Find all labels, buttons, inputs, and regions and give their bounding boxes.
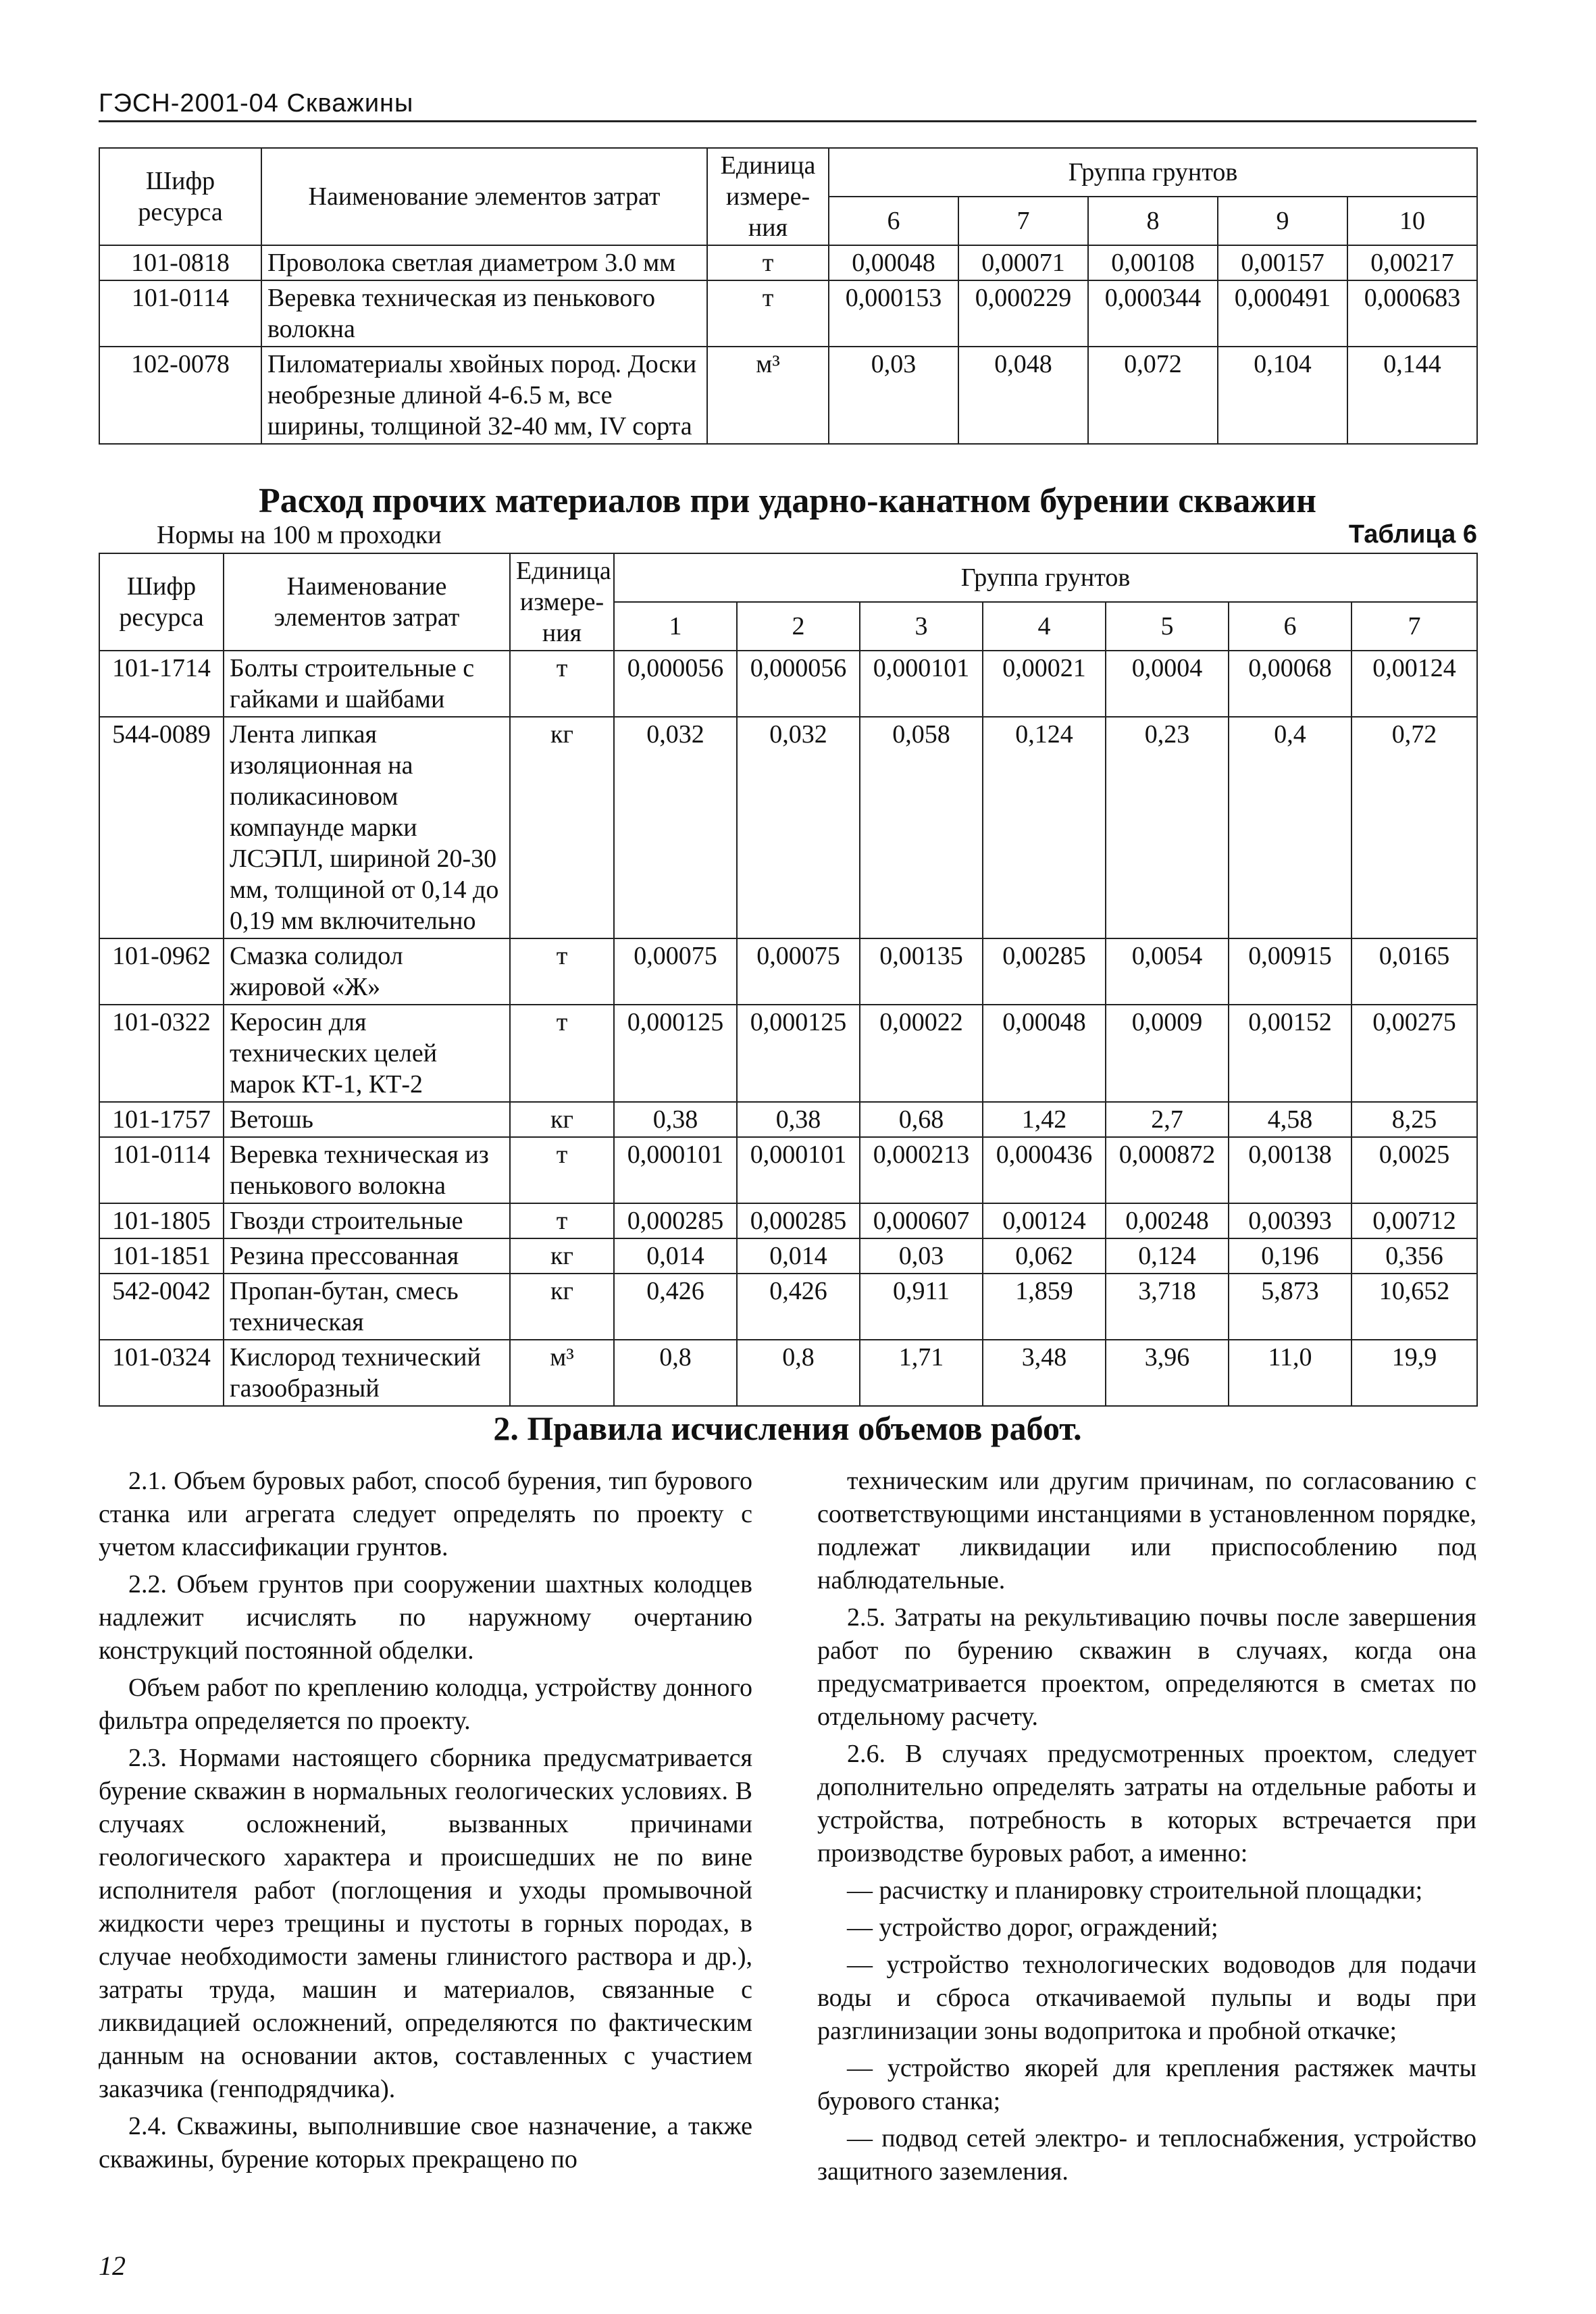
- norm-value: 0,000125: [614, 1005, 737, 1102]
- norm-value: 0,356: [1352, 1238, 1477, 1274]
- element-name: Резина прессованная: [224, 1238, 510, 1274]
- norm-value: 0,00393: [1229, 1203, 1352, 1238]
- rule-paragraph: Объем работ по креплению колодца, устройству донного фильтра определяется по проекту.: [99, 1674, 752, 1735]
- norm-value: 8,25: [1352, 1102, 1477, 1137]
- norm-value: 0,00915: [1229, 938, 1352, 1005]
- norm-value: 0,8: [614, 1340, 737, 1406]
- resource-code: 101-1805: [99, 1203, 224, 1238]
- table-row: [99, 245, 1477, 280]
- group-header-2: 2: [737, 602, 860, 651]
- resource-code: 101-0114: [99, 1137, 224, 1203]
- norm-value: 0,03: [860, 1238, 983, 1274]
- norm-value: 0,00712: [1352, 1203, 1477, 1238]
- norm-value: 0,000607: [860, 1203, 983, 1238]
- element-name: Кислород технический газообразный: [224, 1340, 510, 1406]
- rule-paragraph: 2.5. Затраты на рекультивацию почвы после завершения работ по бурению скважин в случаях, когда она предусматривается проектом, определяются в сметах по отдельному расчету.: [817, 1603, 1476, 1731]
- rules-column-left: [99, 1465, 752, 2180]
- col-header-name: Наименование элементов затрат: [224, 553, 510, 651]
- resource-code: 101-0962: [99, 938, 224, 1005]
- unit: кг: [510, 1102, 614, 1137]
- resource-code: 101-1757: [99, 1102, 224, 1137]
- norm-value: 0,0054: [1106, 938, 1229, 1005]
- norm-value: 0,4: [1229, 717, 1352, 938]
- col-header-group: Группа грунтов: [829, 148, 1477, 197]
- element-name: Смазка солидол жировой «Ж»: [224, 938, 510, 1005]
- table-row: [99, 1137, 1477, 1203]
- table-row: [99, 1238, 1477, 1274]
- group-header-3: 3: [860, 602, 983, 651]
- rule-paragraph: — устройство дорог, ограждений;: [847, 1913, 1218, 1942]
- table-row: [99, 938, 1477, 1005]
- group-header-7: 7: [1352, 602, 1477, 651]
- table-row: [99, 1340, 1477, 1406]
- table-row: [99, 280, 1477, 347]
- norm-value: 0,032: [737, 717, 860, 938]
- norm-value: 1,859: [983, 1274, 1106, 1340]
- norm-value: 0,014: [614, 1238, 737, 1274]
- header-rule: [99, 120, 1476, 122]
- norms-caption: Нормы на 100 м проходки: [157, 521, 442, 549]
- element-name: Керосин для технических целей марок КТ-1, КТ-2: [224, 1005, 510, 1102]
- norm-value: 0,426: [614, 1274, 737, 1340]
- norm-value: 0,124: [1106, 1238, 1229, 1274]
- norm-value: 0,000436: [983, 1137, 1106, 1203]
- table-row: [99, 717, 1477, 938]
- norm-value: 0,000872: [1106, 1137, 1229, 1203]
- col-header-group: Группа грунтов: [614, 553, 1477, 602]
- norm-value: 0,72: [1352, 717, 1477, 938]
- group-header-1: 1: [614, 602, 737, 651]
- norm-value: 0,000491: [1218, 280, 1347, 347]
- norm-value: 1,71: [860, 1340, 983, 1406]
- rule-paragraph: 2.6. В случаях предусмотренных проектом, следует дополнительно определять затраты на отдельные работы и устройства, потребность в которых встречается при производстве буровых работ, а именно:: [817, 1740, 1476, 1867]
- norm-value: 0,00068: [1229, 651, 1352, 717]
- unit: т: [510, 1203, 614, 1238]
- resource-code: 544-0089: [99, 717, 224, 938]
- materials-table-6: [99, 553, 1478, 1407]
- norm-value: 0,00071: [958, 245, 1088, 280]
- resource-table-continued: [99, 147, 1478, 445]
- norm-value: 0,0025: [1352, 1137, 1477, 1203]
- norm-value: 0,00152: [1229, 1005, 1352, 1102]
- norm-value: 0,00124: [1352, 651, 1477, 717]
- norm-value: 4,58: [1229, 1102, 1352, 1137]
- norm-value: 0,0165: [1352, 938, 1477, 1005]
- unit: т: [510, 1137, 614, 1203]
- resource-code: 101-0114: [99, 280, 261, 347]
- norm-value: 0,00248: [1106, 1203, 1229, 1238]
- norm-value: 1,42: [983, 1102, 1106, 1137]
- norm-value: 0,00275: [1352, 1005, 1477, 1102]
- table-row: [99, 1203, 1477, 1238]
- element-name: Проволока светлая диаметром 3.0 мм: [261, 245, 707, 280]
- norm-value: 3,48: [983, 1340, 1106, 1406]
- rule-paragraph: техническим или другим причинам, по согласованию с соответствующими инстанциями в установленном порядке, подлежат ликвидации или приспособлению под наблюдательные.: [817, 1467, 1476, 1594]
- unit: т: [510, 1005, 614, 1102]
- norm-value: 0,00048: [829, 245, 958, 280]
- norm-value: 0,124: [983, 717, 1106, 938]
- norm-value: 10,652: [1352, 1274, 1477, 1340]
- page-number: 12: [99, 2250, 126, 2281]
- running-header: ГЭСН-2001-04 Скважины: [99, 89, 414, 118]
- norm-value: 0,00048: [983, 1005, 1106, 1102]
- rule-paragraph: — подвод сетей электро- и теплоснабжения, устройство защитного заземления.: [817, 2124, 1476, 2186]
- resource-code: 101-0818: [99, 245, 261, 280]
- norm-value: 0,000101: [737, 1137, 860, 1203]
- norm-value: 0,000683: [1347, 280, 1477, 347]
- norm-value: 0,000344: [1088, 280, 1218, 347]
- norm-value: 0,000229: [958, 280, 1088, 347]
- norm-value: 0,000125: [737, 1005, 860, 1102]
- rule-paragraph: 2.4. Скважины, выполнившие свое назначение, а также скважины, бурение которых прекращено по: [99, 2112, 752, 2173]
- norm-value: 0,426: [737, 1274, 860, 1340]
- col-header-unit: Единица измере-ния: [510, 553, 614, 651]
- norm-value: 0,68: [860, 1102, 983, 1137]
- norm-value: 0,00285: [983, 938, 1106, 1005]
- norm-value: 3,718: [1106, 1274, 1229, 1340]
- group-header-5: 5: [1106, 602, 1229, 651]
- norm-value: 2,7: [1106, 1102, 1229, 1137]
- section-title: Расход прочих материалов при ударно-канатном бурении скважин: [259, 482, 1316, 520]
- element-name: Лента липкая изоляционная на поликасиновом компаунде марки ЛСЭПЛ, шириной 20-30 мм, толщиной от 0,14 до 0,19 мм включительно: [224, 717, 510, 938]
- table-number-label: Таблица 6: [1348, 520, 1477, 549]
- norm-value: 0,032: [614, 717, 737, 938]
- unit: т: [510, 651, 614, 717]
- element-name: Ветошь: [224, 1102, 510, 1137]
- resource-code: 542-0042: [99, 1274, 224, 1340]
- norm-value: 0,00135: [860, 938, 983, 1005]
- table-row: [99, 1005, 1477, 1102]
- rule-paragraph: — расчистку и планировку строительной площадки;: [847, 1876, 1423, 1905]
- group-header-6: 6: [829, 197, 958, 245]
- rules-section-title: 2. Правила исчисления объемов работ.: [493, 1409, 1082, 1447]
- element-name: Веревка техническая из пенькового волокна: [224, 1137, 510, 1203]
- norm-value: 0,000101: [860, 651, 983, 717]
- unit: кг: [510, 717, 614, 938]
- table-row: [99, 1274, 1477, 1340]
- norm-value: 0,00108: [1088, 245, 1218, 280]
- norm-value: 11,0: [1229, 1340, 1352, 1406]
- group-header-9: 9: [1218, 197, 1347, 245]
- norm-value: 0,000153: [829, 280, 958, 347]
- unit: кг: [510, 1274, 614, 1340]
- col-header-code: Шифр ресурса: [99, 148, 261, 245]
- col-header-code: Шифр ресурса: [99, 553, 224, 651]
- norm-value: 0,196: [1229, 1238, 1352, 1274]
- resource-code: 101-0324: [99, 1340, 224, 1406]
- element-name: Веревка техническая из пенькового волокна: [261, 280, 707, 347]
- norm-value: 0,0009: [1106, 1005, 1229, 1102]
- norm-value: 0,23: [1106, 717, 1229, 938]
- element-name: Пиломатериалы хвойных пород. Доски необрезные длиной 4-6.5 м, все ширины, толщиной 32-40 мм, IV сорта: [261, 347, 707, 444]
- norm-value: 0,00124: [983, 1203, 1106, 1238]
- norm-value: 0,00075: [614, 938, 737, 1005]
- unit: м³: [707, 347, 829, 444]
- norm-value: 0,000213: [860, 1137, 983, 1203]
- norm-value: 0,000285: [737, 1203, 860, 1238]
- unit: т: [707, 280, 829, 347]
- resource-code: 102-0078: [99, 347, 261, 444]
- resource-code: 101-1714: [99, 651, 224, 717]
- table-row: [99, 1102, 1477, 1137]
- norm-value: 0,00217: [1347, 245, 1477, 280]
- norm-value: 0,03: [829, 347, 958, 444]
- norm-value: 0,911: [860, 1274, 983, 1340]
- norm-value: 0,000101: [614, 1137, 737, 1203]
- rule-paragraph: 2.2. Объем грунтов при сооружении шахтных колодцев надлежит исчислять по наружному очертанию конструкций постоянной обделки.: [99, 1570, 752, 1665]
- norm-value: 0,104: [1218, 347, 1347, 444]
- norm-value: 0,00157: [1218, 245, 1347, 280]
- resource-code: 101-0322: [99, 1005, 224, 1102]
- norm-value: 0,8: [737, 1340, 860, 1406]
- norm-value: 0,000056: [614, 651, 737, 717]
- norm-value: 0,00022: [860, 1005, 983, 1102]
- group-header-4: 4: [983, 602, 1106, 651]
- norm-value: 0,072: [1088, 347, 1218, 444]
- col-header-unit: Единица измере-ния: [707, 148, 829, 245]
- group-header-6: 6: [1229, 602, 1352, 651]
- norm-value: 0,38: [737, 1102, 860, 1137]
- rule-paragraph: — устройство якорей для крепления растяжек мачты бурового станка;: [817, 2054, 1476, 2115]
- rules-column-right: [817, 1465, 1476, 2192]
- element-name: Пропан-бутан, смесь техническая: [224, 1274, 510, 1340]
- norm-value: 0,000285: [614, 1203, 737, 1238]
- norm-value: 0,014: [737, 1238, 860, 1274]
- table-row: [99, 651, 1477, 717]
- norm-value: 0,062: [983, 1238, 1106, 1274]
- unit: м³: [510, 1340, 614, 1406]
- norm-value: 0,144: [1347, 347, 1477, 444]
- norm-value: 0,0004: [1106, 651, 1229, 717]
- col-header-name: Наименование элементов затрат: [261, 148, 707, 245]
- element-name: Болты строительные с гайками и шайбами: [224, 651, 510, 717]
- norm-value: 0,000056: [737, 651, 860, 717]
- norm-value: 0,048: [958, 347, 1088, 444]
- rule-paragraph: 2.3. Нормами настоящего сборника предусматривается бурение скважин в нормальных геологических условиях. В случаях осложнений, вызванных причинами геологического характера и происшедших не по вине исполнителя работ (поглощения и уходы промывочной жидкости через трещины и пустоты в горных породах, в случае необходимости замены глинистого раствора и др.), затраты труда, машин и материалов, связанные с ликвидацией осложнений, определяются по фактическим данным на основании актов, составленных с участием заказчика (генподрядчика).: [99, 1744, 752, 2103]
- rule-paragraph: — устройство технологических водоводов для подачи воды и сброса откачиваемой пульпы и воды при разглинизации зоны водопритока и пробной откачке;: [817, 1951, 1476, 2045]
- unit: т: [707, 245, 829, 280]
- norm-value: 19,9: [1352, 1340, 1477, 1406]
- norm-value: 3,96: [1106, 1340, 1229, 1406]
- norm-value: 0,00075: [737, 938, 860, 1005]
- group-header-10: 10: [1347, 197, 1477, 245]
- norm-value: 0,00138: [1229, 1137, 1352, 1203]
- group-header-7: 7: [958, 197, 1088, 245]
- unit: кг: [510, 1238, 614, 1274]
- group-header-8: 8: [1088, 197, 1218, 245]
- rule-paragraph: 2.1. Объем буровых работ, способ бурения, тип бурового станка или агрегата следует определять по проекту с учетом классификации грунтов.: [99, 1467, 752, 1561]
- norm-value: 5,873: [1229, 1274, 1352, 1340]
- resource-code: 101-1851: [99, 1238, 224, 1274]
- element-name: Гвозди строительные: [224, 1203, 510, 1238]
- norm-value: 0,00021: [983, 651, 1106, 717]
- table-row: [99, 347, 1477, 444]
- norm-value: 0,38: [614, 1102, 737, 1137]
- norm-value: 0,058: [860, 717, 983, 938]
- unit: т: [510, 938, 614, 1005]
